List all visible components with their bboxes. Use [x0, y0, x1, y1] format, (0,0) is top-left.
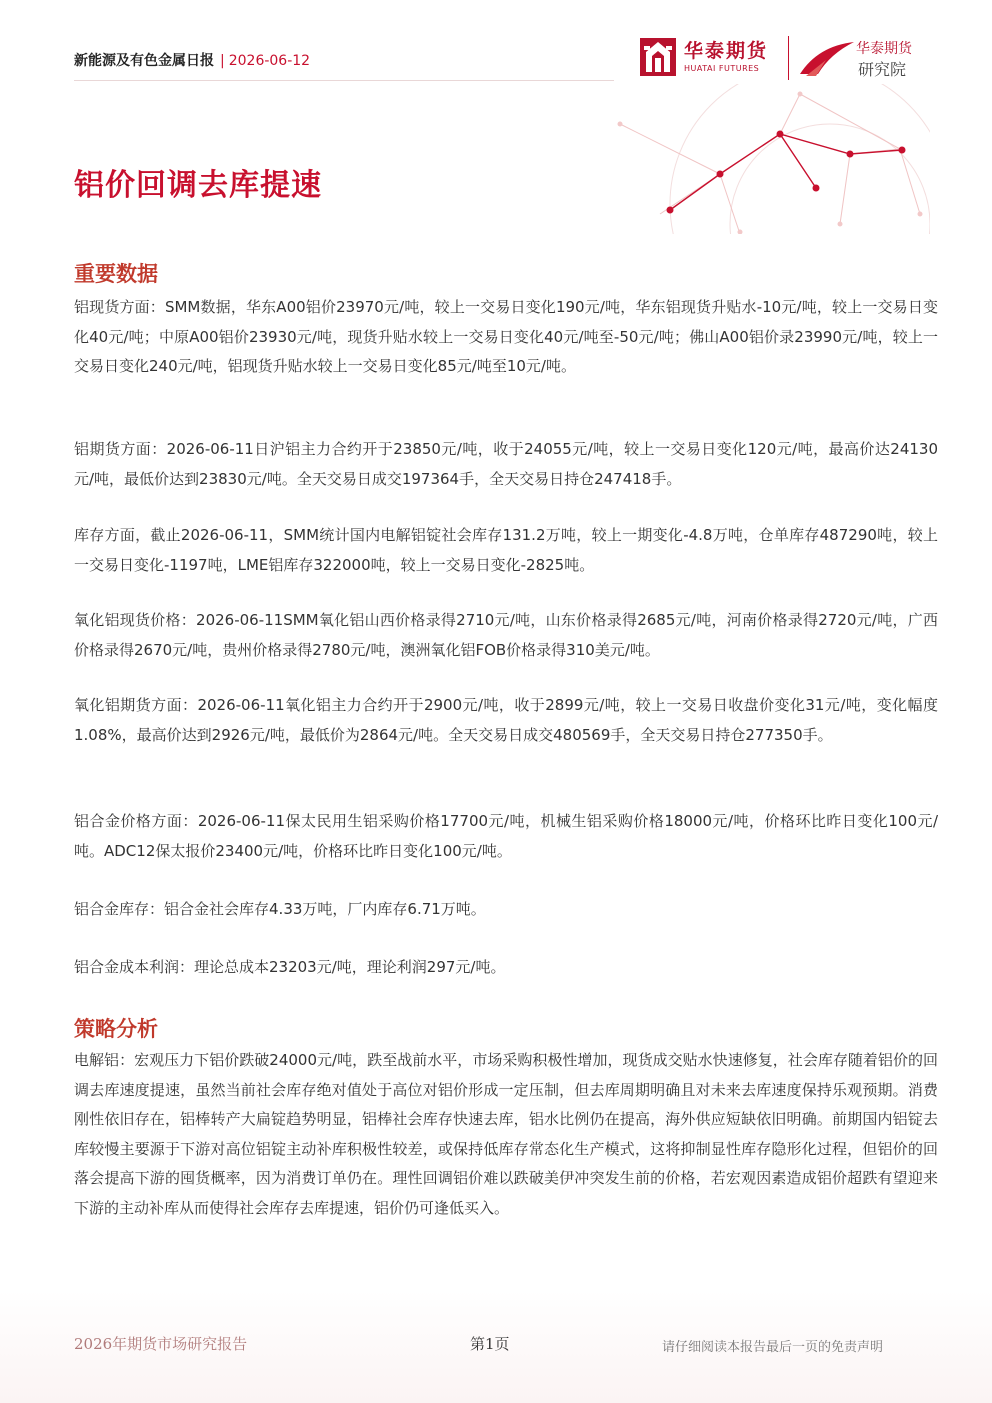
header-divider [74, 80, 614, 81]
disclaimer-notice: 请仔细阅读本报告最后一页的免责声明 [662, 1340, 884, 1355]
alumina-spot-paragraph: 氧化铝现货价格：2026-06-11SMM氧化铝山西价格录得2710元/吨，山东价格录得2685元/吨，河南价格录得2720元/吨，广西价格录得2670元/吨，贵州价格录得2780元/吨，澳洲氧化铝FOB价格录得310美元/吨。 [74, 611, 938, 659]
electrolytic-aluminum-strategy-paragraph: 电解铝：宏观压力下铝价跌破24000元/吨，跌至战前水平，市场采购积极性增加，现货成交贴水快速修复，社会库存随着铝价的回调去库速度提速，虽然当前社会库存绝对值处于高位对铝价形成一定压制，但去库周期明确且对未来去库速度保持乐观预期。消费刚性依旧存在，铝棒转产大扁锭趋势明显，铝棒社会库存快速去库，铝水比例仍在提高，海外供应短缺依旧明确。前期国内铝锭去库较慢主要源于下游对高位铝锭主动补库积极性较差，或保持低库存常态化生产模式，这将抑制显性库存隐形化过程，但铝价的回落会提高下游的囤货概率，因为消费订单仍在。理性回调铝价难以跌破美伊冲突发生前的价格，若宏观因素造成铝价超跌有望迎来下游的主动补库从而使得社会库存去库提速，铝价仍可逢低买入。 [74, 1051, 938, 1217]
header-separator: | [220, 53, 225, 69]
network-decoration [600, 84, 930, 234]
company-logo [640, 38, 768, 76]
strategy-heading: 策略分析 [74, 1017, 158, 1041]
inventory-paragraph: 库存方面，截止2026-06-11，SMM统计国内电解铝锭社会库存131.2万吨，较上一期变化-4.8万吨，仓单库存487290吨，较上一交易日变化-1197吨，LME铝库存322000吨，较上一交易日变化-2825吨。 [74, 526, 938, 574]
report-title: 铝价回调去库提速 [74, 168, 322, 203]
aluminum-spot-paragraph: 铝现货方面：SMM数据，华东A00铝价23970元/吨，较上一交易日变化190元/吨，华东铝现货升贴水-10元/吨，较上一交易日变化40元/吨；中原A00铝价23930元/吨，现货升贴水较上一交易日变化40元/吨至-50元/吨；佛山A00铝价录23990元/吨，较上一交易日变化240元/吨，铝现货升贴水较上一交易日变化85元/吨至10元/吨。 [74, 298, 938, 375]
institute-logo [796, 36, 926, 82]
alloy-cost-profit-paragraph: 铝合金成本利润：理论总成本23203元/吨，理论利润297元/吨。 [74, 958, 506, 976]
institute-name-line1: 华泰期货 [856, 41, 912, 57]
key-data-heading: 重要数据 [74, 262, 158, 286]
institute-name-line2: 研究院 [858, 60, 907, 79]
alloy-price-paragraph: 铝合金价格方面：2026-06-11保太民用生铝采购价格17700元/吨，机械生铝采购价格18000元/吨，价格环比昨日变化100元/吨。ADC12保太报价23400元/吨，价格环比昨日变化100元/吨。 [74, 812, 938, 860]
report-header [74, 50, 310, 70]
report-name: 新能源及有色金属日报 [74, 53, 214, 69]
logo-divider [788, 36, 789, 80]
institute-swoosh-icon [796, 36, 856, 80]
report-date: 2026-06-12 [228, 53, 311, 69]
company-name-en: HUATAI FUTURES [684, 63, 760, 73]
company-name-cn: 华泰期货 [684, 39, 769, 62]
page-number: 第1页 [470, 1335, 510, 1353]
alloy-inventory-paragraph: 铝合金库存：铝合金社会库存4.33万吨，厂内库存6.71万吨。 [74, 900, 486, 918]
huatai-logo-icon [640, 38, 676, 76]
alumina-futures-paragraph: 氧化铝期货方面：2026-06-11氧化铝主力合约开于2900元/吨，收于2899元/吨，较上一交易日收盘价变化31元/吨，变化幅度1.08%，最高价达到2926元/吨，最低价为2864元/吨。全天交易日成交480569手，全天交易日持仓277350手。 [74, 696, 938, 744]
footer-report-series: 2026年期货市场研究报告 [74, 1335, 248, 1353]
aluminum-futures-paragraph: 铝期货方面：2026-06-11日沪铝主力合约开于23850元/吨，收于24055元/吨，较上一交易日变化120元/吨，最高价达24130元/吨，最低价达到23830元/吨。全天交易日成交197364手，全天交易日持仓247418手。 [74, 440, 938, 488]
